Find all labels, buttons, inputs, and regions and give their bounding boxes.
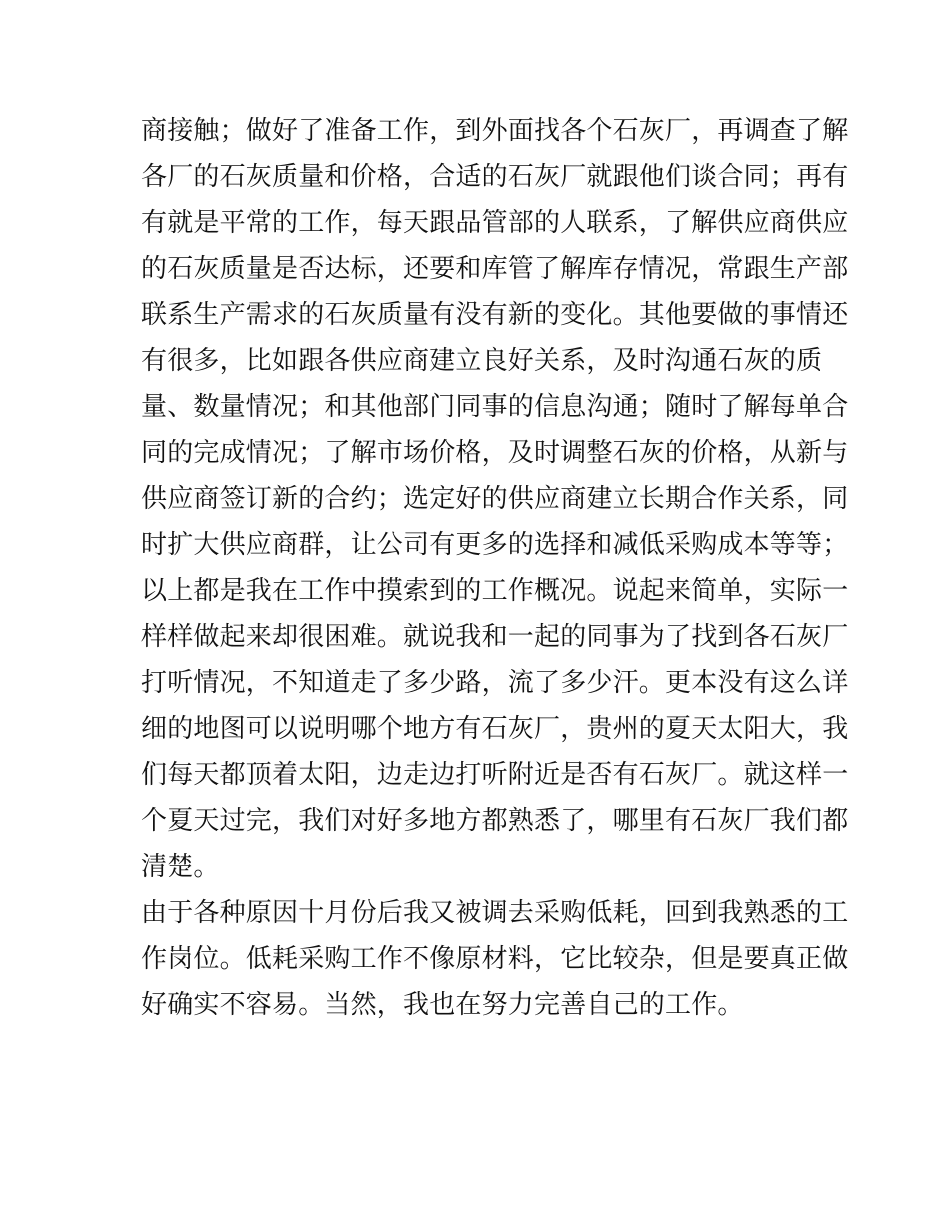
text-line: 供应商签订新的合约；选定好的供应商建立长期合作关系，同 [141, 484, 849, 514]
text-line: 细的地图可以说明哪个地方有石灰厂，贵州的夏天太阳大，我 [141, 714, 849, 744]
text-line: 作岗位。低耗采购工作不像原材料，它比较杂，但是要真正做 [141, 944, 849, 974]
text-line: 有就是平常的工作，每天跟品管部的人联系，了解供应商供应 [141, 208, 849, 238]
text-line: 量、数量情况；和其他部门同事的信息沟通；随时了解每单合 [141, 392, 849, 422]
text-line: 时扩大供应商群，让公司有更多的选择和减低采购成本等等； [141, 530, 849, 560]
text-line: 同的完成情况；了解市场价格，及时调整石灰的价格，从新与 [141, 438, 849, 468]
text-line: 各厂的石灰质量和价格，合适的石灰厂就跟他们谈合同；再有 [141, 162, 849, 192]
text-line: 好确实不容易。当然，我也在努力完善自己的工作。 [141, 990, 744, 1020]
text-line: 以上都是我在工作中摸索到的工作概况。说起来简单，实际一 [141, 576, 849, 606]
text-line: 样样做起来却很困难。就说我和一起的同事为了找到各石灰厂 [141, 622, 849, 652]
text-line: 个夏天过完，我们对好多地方都熟悉了，哪里有石灰厂我们都 [141, 806, 849, 836]
text-line: 的石灰质量是否达标，还要和库管了解库存情况，常跟生产部 [141, 254, 849, 284]
text-line: 打听情况，不知道走了多少路，流了多少汗。更本没有这么详 [141, 668, 849, 698]
text-line: 有很多，比如跟各供应商建立良好关系，及时沟通石灰的质 [141, 346, 823, 376]
text-line: 商接触；做好了准备工作，到外面找各个石灰厂，再调查了解 [141, 116, 849, 146]
text-line: 清楚。 [141, 852, 220, 882]
body-text [141, 108, 849, 1028]
text-line: 联系生产需求的石灰质量有没有新的变化。其他要做的事情还 [141, 300, 849, 330]
text-line: 们每天都顶着太阳，边走边打听附近是否有石灰厂。就这样一 [141, 760, 849, 790]
text-line: 由于各种原因十月份后我又被调去采购低耗，回到我熟悉的工 [141, 898, 849, 928]
